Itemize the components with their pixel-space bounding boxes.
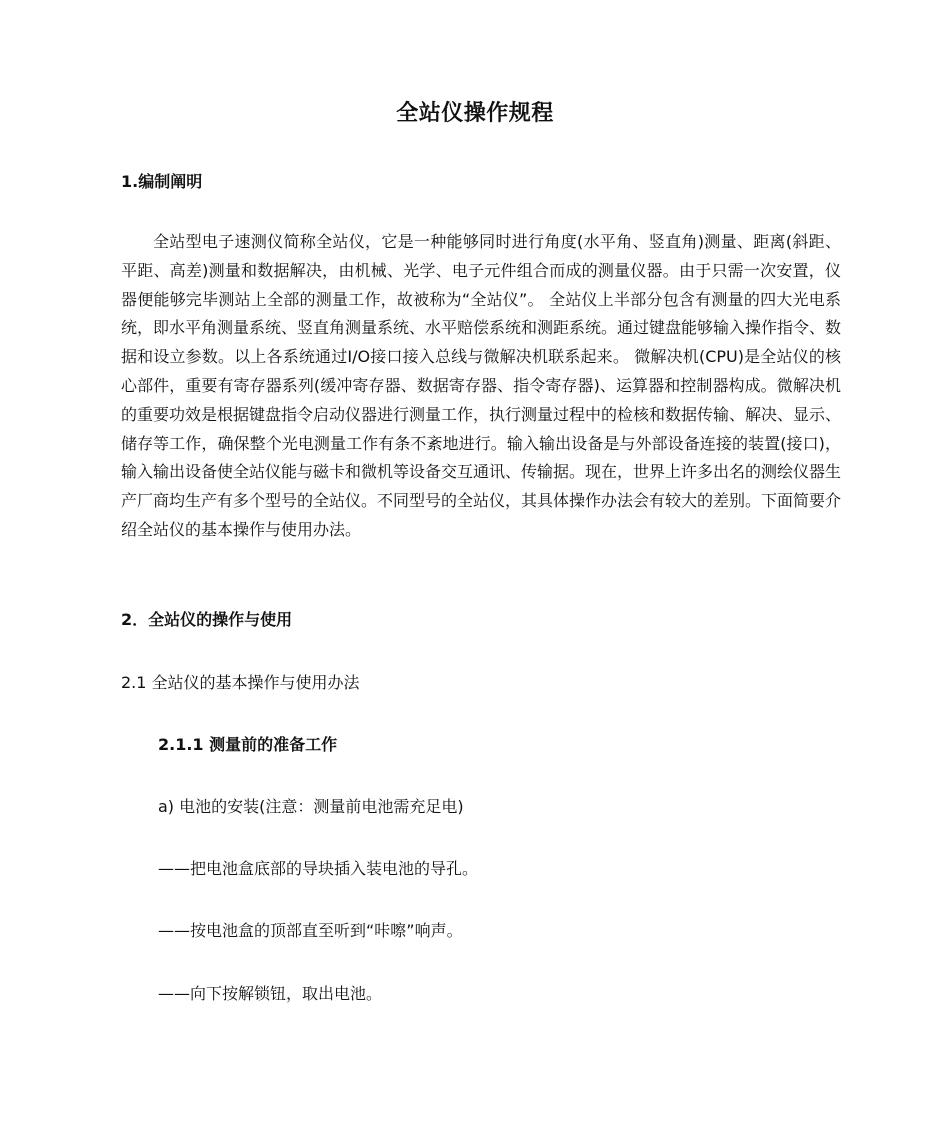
section-2-1-1-heading: 2.1.1 测量前的准备工作	[158, 735, 338, 754]
step-item: ——按电池盒的顶部直至听到“咔嚓”响声。	[158, 921, 463, 940]
section-1-paragraph: 全站型电子速测仪简称全站仪，它是一种能够同时进行角度(水平角、竖直角)测量、距离(斜距、平距、高差)测量和数据解决，由机械、光学、电子元件组合而成的测量仪器。由于只需一次安置，仪器便能够完毕测站上全部的测量工作，故被称为“全站仪”。 全站仪上半部分包含有测量的四大光电系统，即水平角测量系统、竖直角测量系统、水平赔偿系统和测距系统。通过键盘能够输入操作指令、数据和设立参数。以上各系统通过I/O接口接入总线与微解决机联系起来。 微解决机(CPU)是全站仪的核心部件，重要有寄存器系列(缓冲寄存器、数据寄存器、指令寄存器)、运算器和控制器构成。微解决机的重要功效是根据键盘指令启动仪器进行测量工作，执行测量过程中的检核和数据传输、解决、显示、储存等工作，确保整个光电测量工作有条不紊地进行。输入输出设备是与外部设备连接的装置(接口)，输入输出设备使全站仪能与磁卡和微机等设备交互通讯、传输据。现在，世界上许多出名的测绘仪器生产厂商均生产有多个型号的全站仪。不同型号的全站仪，其具体操作办法会有较大的差别。下面简要介绍全站仪的基本操作与使用办法。	[121, 232, 842, 539]
section-2-1-heading: 2.1 全站仪的基本操作与使用办法	[121, 673, 360, 692]
step-item: ——向下按解锁钮，取出电池。	[158, 984, 383, 1003]
section-2-heading: 2．全站仪的操作与使用	[121, 610, 293, 629]
step-item: ——把电池盒底部的导块插入装电池的导孔。	[158, 859, 479, 878]
document-title: 全站仪操作规程	[396, 101, 554, 126]
section-1-heading: 1.编制阐明	[121, 172, 203, 191]
battery-install-item: a) 电池的安装(注意：测量前电池需充足电)	[158, 797, 464, 816]
